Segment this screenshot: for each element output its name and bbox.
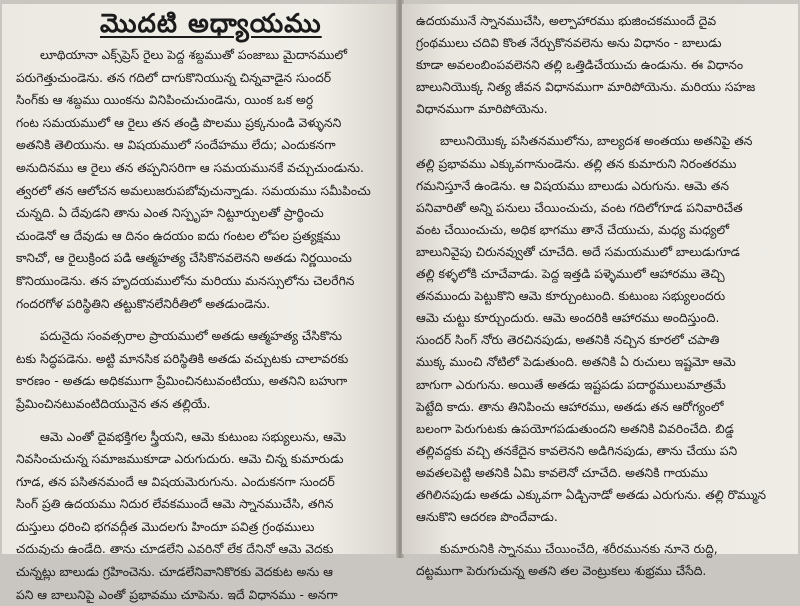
text-line: చుండెనో ఆ దేవుడు ఆ దినం ఉదయం ఐదు గంటల లోపల ప్రత్యక్షము [16,225,388,248]
paragraph-5 [416,130,790,528]
text-line: పదునైదు సంవత్సరాల ప్రాయములో అతడు ఆత్మహత్య చేసికొను [16,325,388,348]
text-line: కానిచో, ఆ రైలుక్రింద పడి ఆత్మహత్య చేసికొనవలెనని అతడు నిర్ణయించు [16,247,388,270]
text-line: బాలునివైపు చిరునవ్వుతో చూచేది. అదే సమయములో బాలుడుగూడ [416,241,790,263]
text-line: గ్రంథములు చదివి కొంత నేర్చుకొనవలెను అను విధానం - బాలుడు [416,32,790,54]
text-line: పరుగెత్తుచుండెను. తన గదిలో దాగుకొనియున్న చిన్నవాడైన సుందర్ [16,67,388,90]
text-line: కుమారునికి స్నానము చేయించేది, శరీరమునకు నూనె రుద్ది, [416,538,790,560]
text-line: తల్లివద్దకు వచ్చి తనకేదైన కావలెనని అడిగినపుడు, తాను చేయు పని [416,440,790,462]
text-line: గమనిస్తూనే ఉండెను. ఆ విషయము బాలుడు ఎరుగును. ఆమె తన [416,175,790,197]
text-line: ప్రేమించినటువంటిదియునైన తన తల్లియే. [16,393,388,416]
text-line: ఆనుకొని ఆదరణ పొందేవాడు. [416,506,790,528]
paragraph-6 [416,538,790,582]
chapter-title: మొదటి అధ్యాయము [100,8,388,40]
text-line: చున్నది. ఏ దేవుడని తాను ఎంత నిస్పృహ నిట్టూర్పులతో ప్రార్థించు [16,202,388,225]
paragraph-3 [16,426,388,606]
text-line: టకు సిద్ధపడెను. అట్టి మానసిక పరిస్థితికి అతడు వచ్చుటకు చాలావరకు [16,348,388,371]
text-line: అవతలపెట్టి అతనికి ఏమి కావలెనో చూచేది. అతనికి గాయము [416,462,790,484]
text-line: దట్టముగా పెరుగుచున్న అతని తల వెంట్రుకలు శుభ్రము చేసేది. [416,560,790,582]
text-line: తల్లి కళ్ళలోకి చూచేవాడు. పెద్ద ఇత్తడి పళ్ళెములో ఆహారము తెచ్చి [416,263,790,285]
right-page [402,4,798,554]
text-line: అనుదినము ఆ రైలు తన తప్పనిసరిగా ఆ సమయమునకే వచ్చుచుండును. [16,157,388,180]
paragraph-4 [416,10,790,120]
paragraph-gap [16,315,388,325]
paragraph-gap [16,416,388,426]
text-line: బాగుగా ఎరుగును. అయితే అతడు ఇష్టపడు పదార్థములుమాత్రమే [416,374,790,396]
text-line: ఆమె ఎంతో దైవభక్తిగల స్త్రీయని, ఆమె కుటుంబ సభ్యులును, ఆమె [16,426,388,449]
text-line: సింగ్‌కు ఆ శబ్దము యింకను వినిపించుచుండెను, యింక ఒక అర్ధ [16,89,388,112]
text-line: లూథియానా ఎక్స్‌ప్రెస్ రైలు పెద్ద శబ్దముతో పంజాబు మైదానములో [16,44,388,67]
text-line: సింగ్ ప్రతి ఉదయము నిదుర లేవకముందే ఆమె స్నానముచేసి, తగిన [16,493,388,516]
text-line: పనివారితో అన్ని పనులు చేయించుచు, వంట గదిలోగూడ పనివారిచేత [416,197,790,219]
text-line: నివసించుచున్న సమాజముకూడా ఎరుగుదురు. ఆమె చిన్న కుమారుడు [16,448,388,471]
text-line: త్వరలో తన ఆలోచన అమలుజరుపబోవుచున్నాడు. సమయము సమీపించు [16,180,388,203]
text-line: ఉదయమునే స్నానముచేసి, అల్పాహారము భుజించకముందే దైవ [416,10,790,32]
text-line: తనముందు పెట్టుకొని ఆమె కూర్చుంటుంది. కుటుంబ సభ్యులందరు [416,285,790,307]
text-line: కారణం - అతడు అధికముగా ప్రేమించినటువంటియు, అతనిని బహుగా [16,370,388,393]
paragraph-2 [16,325,388,415]
text-line: అతనికి తెలియును. ఆ విషయములో సందేహము లేదు; ఎందుకనగా [16,134,388,157]
text-line: చున్నట్లు బాలుడు గ్రహించెను. చూడలేనివానికొరకు వెదకుట అను ఆ [16,561,388,584]
text-line: విధానముగా మారిపోయెను. [416,98,790,120]
text-line: దుస్తులు ధరించి భగవద్గీత మొదలగు హిందూ పవిత్ర గ్రంథములు [16,516,388,539]
text-line: తల్లి ప్రభావము ఎక్కువగానుండెను. తల్లి తన కుమారుని నిరంతరము [416,153,790,175]
text-line: గంట సమయములో ఆ రైలు తన తండ్రి పొలము ప్రక్కనుండి వెళ్ళునని [16,112,388,135]
text-line: చదువుచు ఉండేది. తాను చూడలేని ఎవరినో లేక దేనినో ఆమె వెదకు [16,538,388,561]
text-line: సుందర్ సింగ్ నోరు తెరచినపుడు, అతనికి నచ్చిన కూరలో చపాతి [416,329,790,351]
text-line: వంట చేయించుచు, అధిక భాగము తానే చేయుచు, మధ్య మధ్యలో [416,219,790,241]
text-line: తగిలినపుడు అతడు ఎక్కువగా ఏడ్చినాడో అతడు ఎరుగును. తల్లి రొమ్మున [416,484,790,506]
text-line: బలంగా పెరుగుటకు ఉపయోగపడుతుందని అతనికి వివరించేది. బిడ్డ [416,418,790,440]
text-line: ఆమె చుట్టు కూర్చుందురు. ఆమె అందరికి ఆహారము అందిస్తుంది. [416,307,790,329]
text-line: ముక్క ముంచి నోటిలో పెడుతుంది. అతనికి ఏ రుచులు ఇష్టమో ఆమె [416,351,790,373]
paragraph-gap [416,120,790,130]
text-line: కొనియుండెను. తన హృదయములోను మరియు మనస్సులోను చెలరేగిన [16,270,388,293]
text-line: బాలునియొక్క పసితనములోను, బాల్యదశ అంతయు అతనిపై తన [416,130,790,152]
text-line: పెట్టేది కాదు. తాను తినిపించు ఆహారము, అతడు తన ఆరోగ్యంలో [416,396,790,418]
text-line: కూడా అవలంబింపవలెనని తల్లి ఒత్తిడిచేయుచు ఉండును. ఈ విధానం [416,54,790,76]
text-line: గూడ, తన పసితనమందే ఆ విషయమెరుగును. ఎందుకనగా సుందర్ [16,471,388,494]
text-line: గందరగోళ పరిస్థితిని తట్టుకొనలేనిరీతిలో అతడుండెను. [16,293,388,316]
text-line: పని ఆ బాలునిపై ఎంతో ప్రభావము చూపెను. ఇదే విధానము - అనగా [16,584,388,606]
paragraph-1 [16,44,388,315]
left-page [2,4,398,554]
text-line: బాలునియొక్క నిత్య జీవన విధానముగా మారిపోయెను. మరియు సహజ [416,76,790,98]
paragraph-gap [416,528,790,538]
